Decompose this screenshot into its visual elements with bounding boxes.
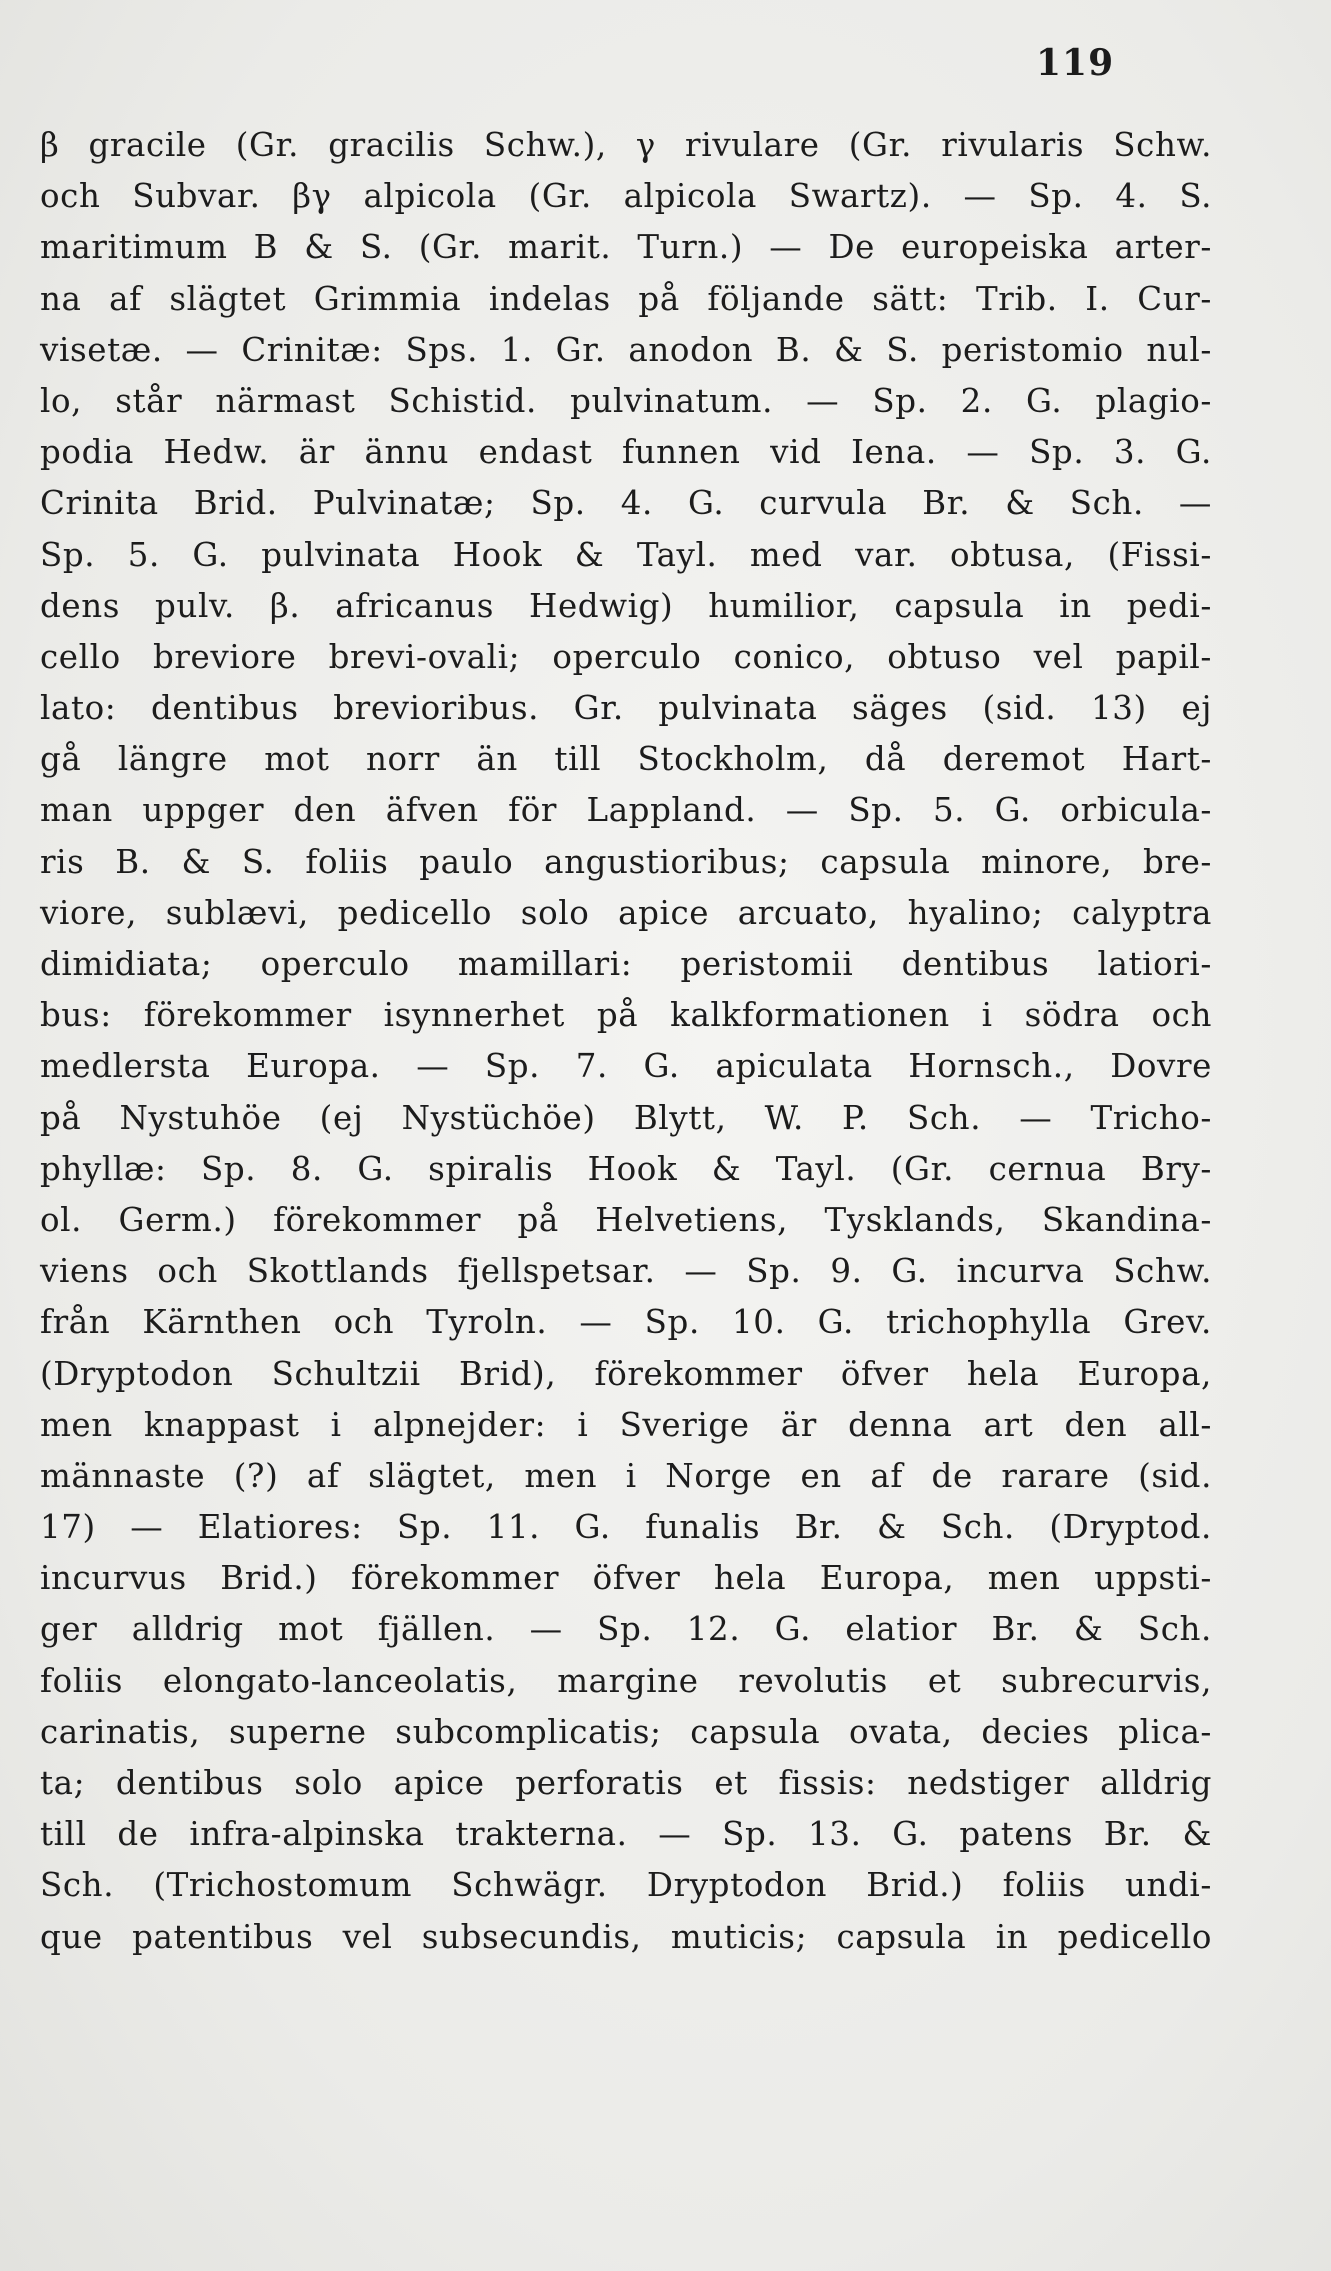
text-line: na af slägtet Grimmia indelas på följande sätt: Trib. I. Cur- bbox=[40, 279, 1212, 318]
text-line: lo, står närmast Schistid. pulvinatum. — Sp. 2. G. plagio- bbox=[40, 381, 1212, 420]
text-line: ger alldrig mot fjällen. — Sp. 12. G. elatior Br. & Sch. bbox=[40, 1610, 1212, 1649]
text-line: maritimum B & S. (Gr. marit. Turn.) — De europeiska arter- bbox=[40, 228, 1212, 267]
text-line: foliis elongato-lanceolatis, margine revolutis et subrecurvis, bbox=[40, 1661, 1212, 1700]
text-line: viore, sublævi, pedicello solo apice arcuato, hyalino; calyptra bbox=[40, 893, 1212, 932]
text-line: och Subvar. βγ alpicola (Gr. alpicola Swartz). — Sp. 4. S. bbox=[40, 177, 1212, 216]
text-line: Sp. 5. G. pulvinata Hook & Tayl. med var. obtusa, (Fissi- bbox=[40, 535, 1212, 574]
text-line: phyllæ: Sp. 8. G. spiralis Hook & Tayl. (Gr. cernua Bry- bbox=[40, 1149, 1212, 1188]
text-line: till de infra-alpinska trakterna. — Sp. 13. G. patens Br. & bbox=[40, 1815, 1212, 1854]
text-line: dens pulv. β. africanus Hedwig) humilior, capsula in pedi- bbox=[40, 586, 1212, 625]
text-line: ta; dentibus solo apice perforatis et fissis: nedstiger alldrig bbox=[40, 1764, 1212, 1802]
text-line: bus: förekommer isynnerhet på kalkformationen i södra och bbox=[40, 996, 1212, 1035]
text-line: que patentibus vel subsecundis, muticis; capsula in pedicello bbox=[40, 1917, 1212, 1956]
text-line: Crinita Brid. Pulvinatæ; Sp. 4. G. curvula Br. & Sch. — bbox=[40, 484, 1212, 523]
text-line: (Dryptodon Schultzii Brid), förekommer öfver hela Europa, bbox=[40, 1354, 1212, 1393]
text-line: man uppger den äfven för Lappland. — Sp. 5. G. orbicula- bbox=[40, 791, 1212, 830]
text-line: cello breviore brevi-ovali; operculo conico, obtuso vel papil- bbox=[40, 637, 1212, 676]
body-text bbox=[40, 120, 1212, 1963]
text-line: Sch. (Trichostomum Schwägr. Dryptodon Brid.) foliis undi- bbox=[40, 1866, 1212, 1905]
text-line: incurvus Brid.) förekommer öfver hela Europa, men uppsti- bbox=[40, 1559, 1212, 1598]
page-number: 119 bbox=[1036, 42, 1115, 84]
text-line: ol. Germ.) förekommer på Helvetiens, Tysklands, Skandina- bbox=[40, 1200, 1212, 1239]
text-line: viens och Skottlands fjellspetsar. — Sp. 9. G. incurva Schw. bbox=[40, 1252, 1212, 1291]
text-line: ris B. & S. foliis paulo angustioribus; capsula minore, bre- bbox=[40, 842, 1212, 881]
text-line: men knappast i alpnejder: i Sverige är denna art den all- bbox=[40, 1405, 1212, 1444]
text-line: dimidiata; operculo mamillari: peristomii dentibus latiori- bbox=[40, 945, 1212, 983]
text-line: männaste (?) af slägtet, men i Norge en af de rarare (sid. bbox=[40, 1456, 1212, 1495]
text-line: podia Hedw. är ännu endast funnen vid Iena. — Sp. 3. G. bbox=[40, 433, 1212, 472]
text-line: gå längre mot norr än till Stockholm, då deremot Hart- bbox=[40, 740, 1212, 779]
text-line: β gracile (Gr. gracilis Schw.), γ rivulare (Gr. rivularis Schw. bbox=[40, 126, 1212, 164]
text-line: på Nystuhöe (ej Nystüchöe) Blytt, W. P. Sch. — Tricho- bbox=[40, 1098, 1212, 1137]
text-line: från Kärnthen och Tyroln. — Sp. 10. G. trichophylla Grev. bbox=[40, 1303, 1212, 1342]
text-line: visetæ. — Crinitæ: Sps. 1. Gr. anodon B. & S. peristomio nul- bbox=[40, 330, 1212, 369]
text-line: lato: dentibus brevioribus. Gr. pulvinata säges (sid. 13) ej bbox=[40, 689, 1212, 728]
text-line: medlersta Europa. — Sp. 7. G. apiculata Hornsch., Dovre bbox=[40, 1047, 1212, 1086]
text-line: 17) — Elatiores: Sp. 11. G. funalis Br. & Sch. (Dryptod. bbox=[40, 1508, 1212, 1547]
text-line: carinatis, superne subcomplicatis; capsula ovata, decies plica- bbox=[40, 1712, 1212, 1751]
